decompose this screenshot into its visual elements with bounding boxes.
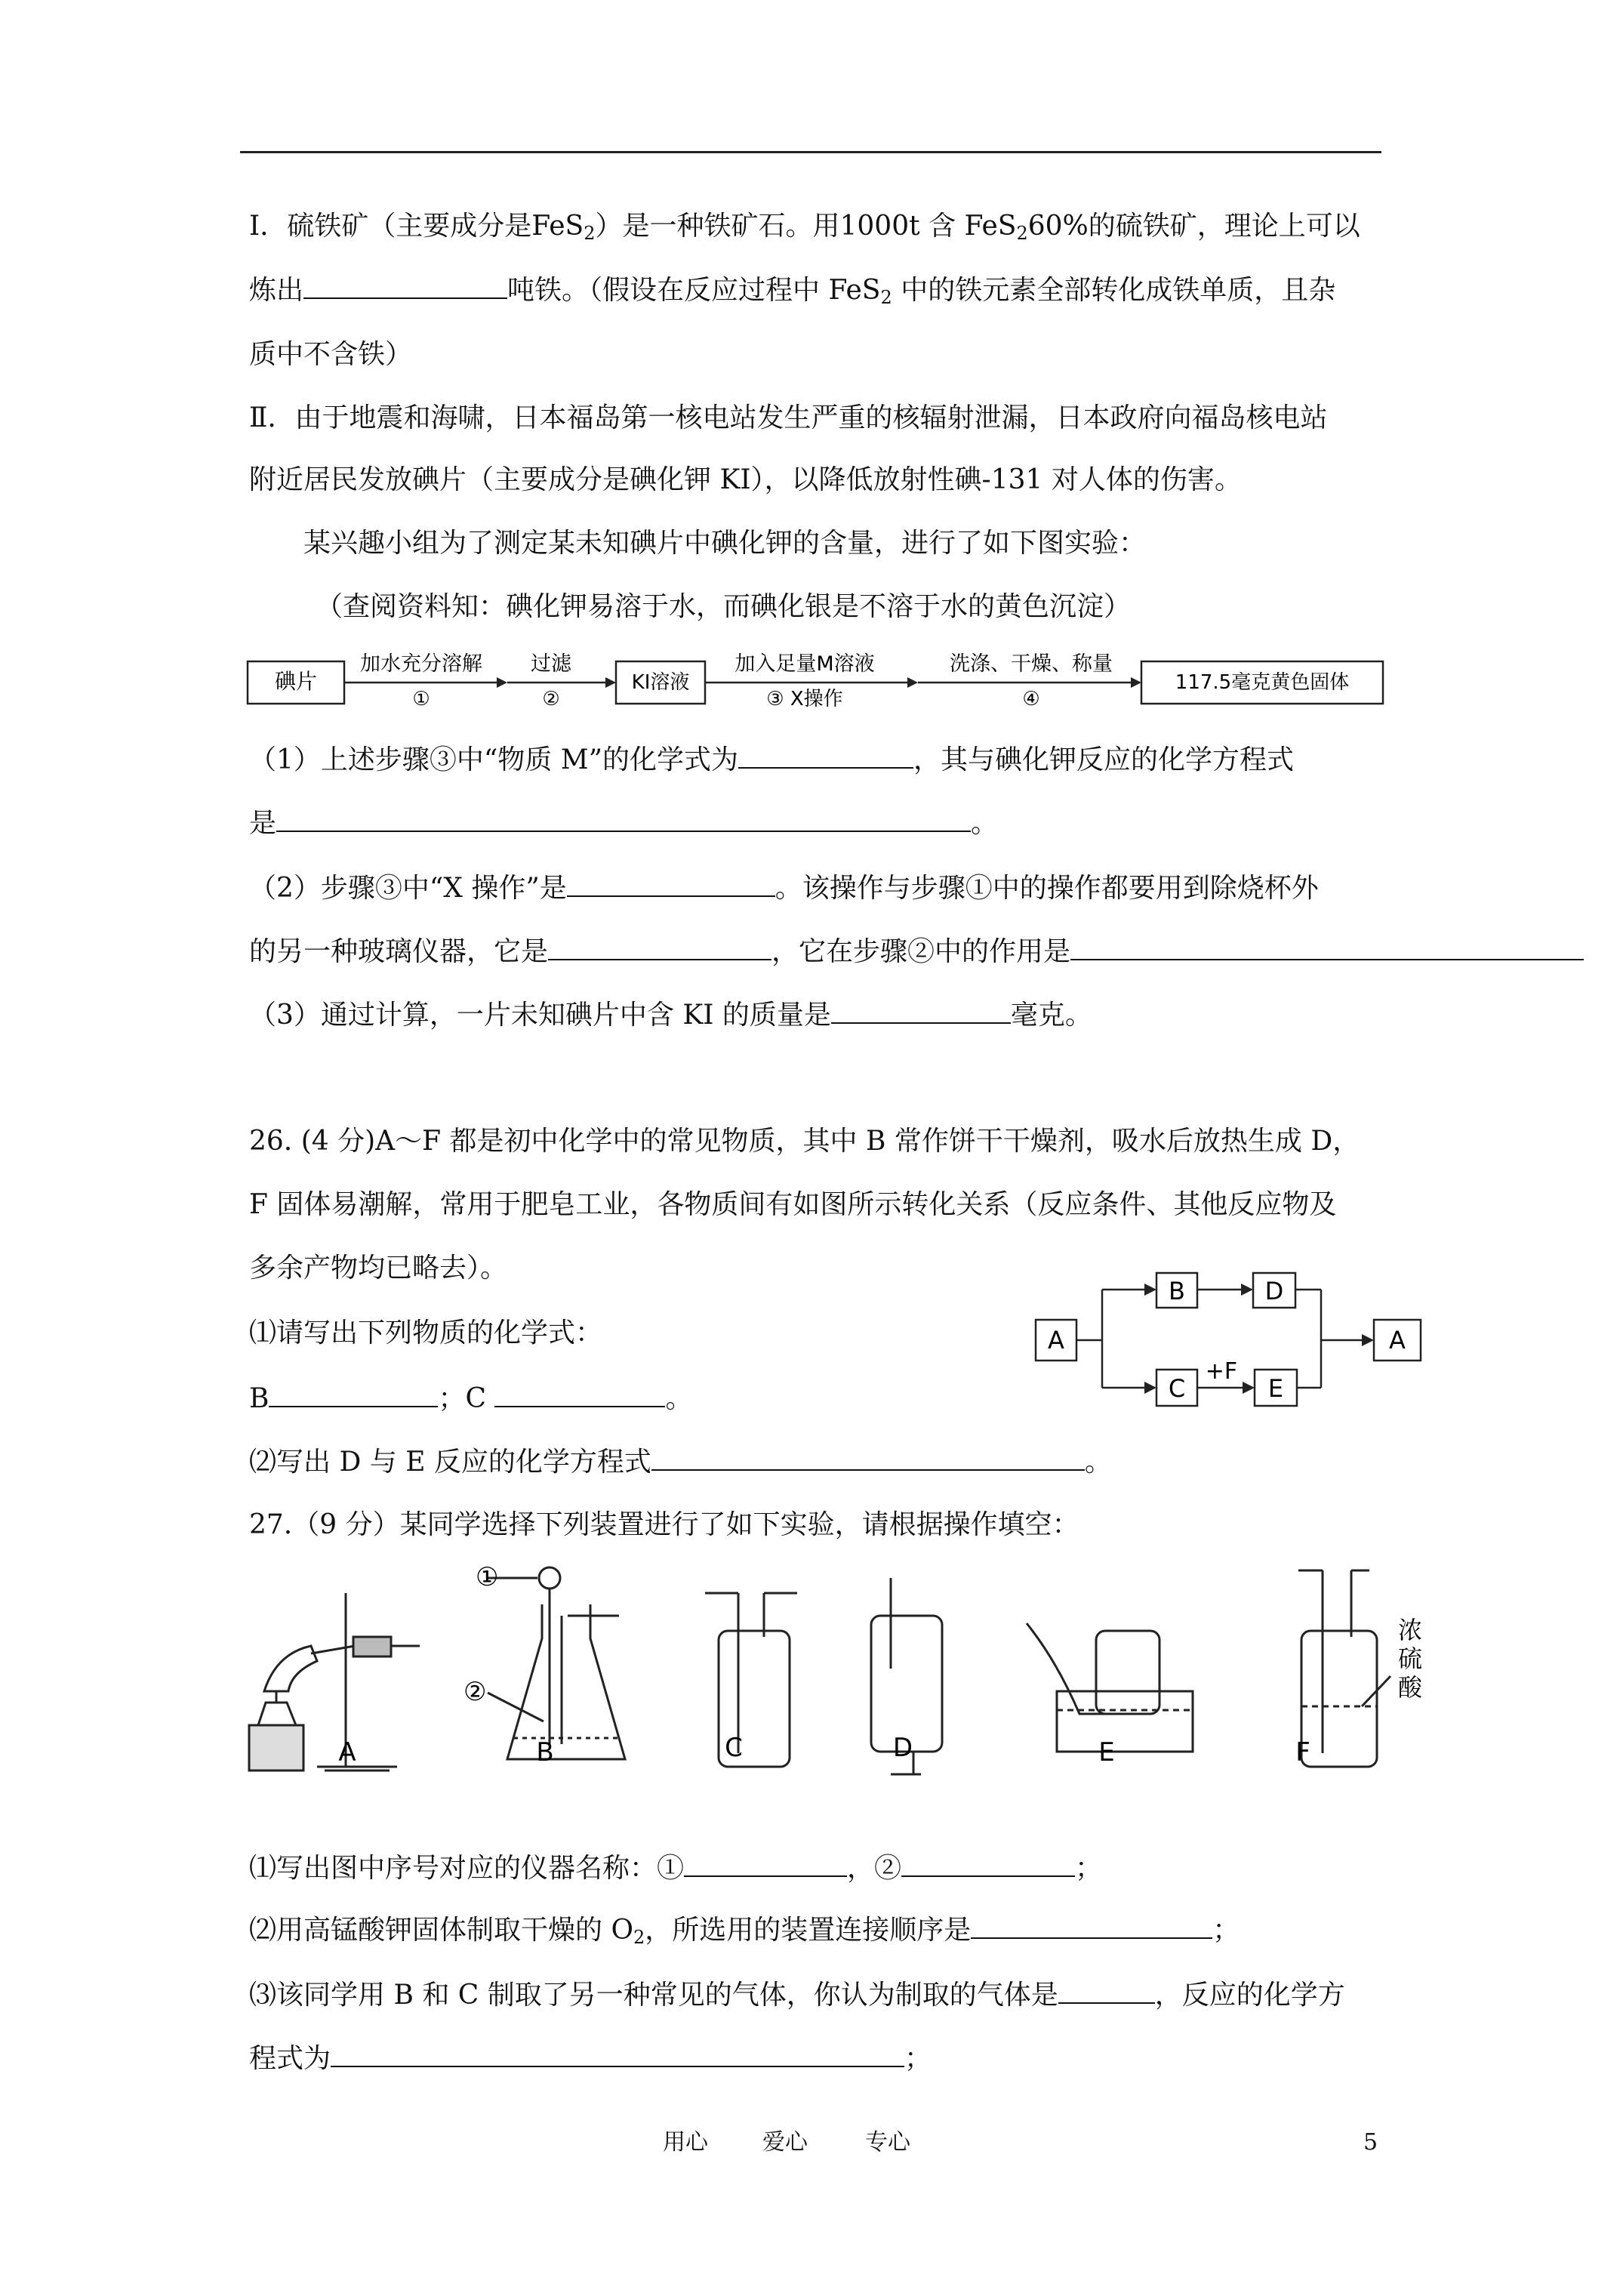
flow-step2-top: 过滤 <box>531 652 571 676</box>
q27-title: 27.（9 分）某同学选择下列装置进行了如下实验，请根据操作填空： <box>249 1509 1079 1540</box>
q27-sub2: ⑵用高锰酸钾固体制取干燥的 $O_2$，所选用的装置连接顺序是 ； <box>249 1912 1240 1955</box>
label-f: F <box>1295 1737 1310 1767</box>
node-a-left-label: A <box>1048 1326 1064 1354</box>
node-e-label: E <box>1267 1374 1284 1403</box>
label-a: A <box>338 1737 356 1767</box>
label-num1: ① <box>476 1562 499 1592</box>
instrument-role-blank[interactable] <box>1070 933 1584 960</box>
q3-line1: （3）通过计算，一片未知碘片中含 KI 的质量是 毫克。 <box>249 997 1092 1034</box>
q26-line2: F 固体易潮解，常用于肥皂工业，各物质间有如图所示转化关系（反应条件、其他反应物及 <box>249 1189 1337 1220</box>
node-a-right-label: A <box>1389 1326 1406 1354</box>
flow-arrowhead-4 <box>1131 677 1141 688</box>
label-b: B <box>536 1737 554 1767</box>
flow-step2-bot: ② <box>542 688 560 710</box>
acid-label-2: 硫 <box>1398 1644 1423 1673</box>
part1-line1: Ⅰ．硫铁矿（主要成分是FeS$_2$）是一种铁矿石。用1000t 含 FeS$_2$60%的硫铁矿，理论上可以 <box>249 211 1360 244</box>
plus-f-label: +F <box>1205 1358 1238 1385</box>
flow-arrowhead-3 <box>907 677 918 688</box>
part2-line4: （查阅资料知：碘化钾易溶于水，而碘化银是不溶于水的黄色沉淀） <box>316 591 1132 622</box>
flow-step1-top: 加水充分溶解 <box>360 652 482 676</box>
acid-label-3: 酸 <box>1398 1673 1423 1702</box>
flow-box3-text: 117.5毫克黄色固体 <box>1175 671 1350 694</box>
apparatus-labels <box>226 1729 1419 1774</box>
q26-sub1: ⑴请写出下列物质的化学式： <box>249 1318 603 1348</box>
gas-equation-blank[interactable] <box>331 2040 904 2067</box>
formula-m-blank[interactable] <box>738 741 913 769</box>
q27-sub4: 程式为 ； <box>249 2040 932 2077</box>
b-formula-blank[interactable] <box>269 1380 438 1407</box>
gas-blank[interactable] <box>1058 1977 1155 2004</box>
part2-line1: Ⅱ．由于地震和海啸，日本福岛第一核电站发生严重的核辐射泄漏，日本政府向福岛核电站 <box>249 402 1328 433</box>
glass-instrument-blank[interactable] <box>548 933 771 960</box>
instrument1-blank[interactable] <box>684 1850 847 1877</box>
footer-mid: 爱心 <box>762 2129 808 2156</box>
q26-sub2: B ；C 。 <box>249 1380 692 1417</box>
part1-line3: 质中不含铁） <box>249 339 413 370</box>
flow-step3-top: 加入足量M溶液 <box>735 652 875 676</box>
iron-mass-blank[interactable] <box>303 272 507 299</box>
flow-step1-bot: ① <box>412 688 430 710</box>
flow-step4-bot: ④ <box>1022 688 1040 710</box>
q1-line1: （1）上述步骤③中“物质 M”的化学式为 ，其与碘化钾反应的化学方程式 <box>249 741 1294 778</box>
x-operation-blank[interactable] <box>567 870 775 897</box>
device-order-blank[interactable] <box>971 1912 1212 1939</box>
q26-line1: 26. (4 分)A～F 都是初中化学中的常见物质，其中 B 常作饼干干燥剂，吸水后放热生成 D， <box>249 1126 1360 1157</box>
c-formula-blank[interactable] <box>494 1380 665 1407</box>
flow-step3-bot: ③ X操作 <box>766 688 843 710</box>
q1-line2: 是 。 <box>249 805 998 842</box>
flow-arrowhead-2 <box>605 677 616 688</box>
header-rule <box>240 151 1381 153</box>
d-e-equation-blank[interactable] <box>651 1444 1085 1471</box>
q26-sub3: ⑵写出 D 与 E 反应的化学方程式 。 <box>249 1444 1112 1481</box>
conversion-diagram <box>1027 1273 1427 1413</box>
label-num2: ② <box>463 1677 487 1707</box>
label-e: E <box>1098 1737 1115 1767</box>
page-number: 5 <box>1363 2129 1378 2156</box>
flow-arrowhead-1 <box>497 677 507 688</box>
node-b-label: B <box>1169 1277 1185 1305</box>
flow-box2-text: KI溶液 <box>631 671 690 694</box>
q27-sub3: ⑶该同学用 B 和 C 制取了另一种常见的气体，你认为制取的气体是 ，反应的化学方 <box>249 1977 1345 2014</box>
part1-line2: 炼出 吨铁。（假设在反应过程中 FeS$_2$ 中的铁元素全部转化成铁单质，且杂 <box>249 272 1335 316</box>
node-d-label: D <box>1264 1277 1284 1305</box>
flow-step4-top: 洗涤、干燥、称量 <box>950 652 1113 676</box>
acid-label-1: 浓 <box>1398 1616 1423 1644</box>
q2-line1: （2）步骤③中“X 操作”是 。该操作与步骤①中的操作都要用到除烧杯外 <box>249 870 1319 907</box>
instrument2-blank[interactable] <box>901 1850 1075 1877</box>
node-c-label: C <box>1168 1374 1186 1403</box>
q27-sub1: ⑴写出图中序号对应的仪器名称：① ，② ； <box>249 1850 1102 1887</box>
equation-blank[interactable] <box>276 805 971 832</box>
q26-line3: 多余产物均已略去）。 <box>249 1253 508 1284</box>
part2-line2: 附近居民发放碘片（主要成分是碘化钾 KI），以降低放射性碘-131 对人体的伤害。 <box>249 464 1242 495</box>
ki-mass-blank[interactable] <box>831 997 1011 1024</box>
q2-line2: 的另一种玻璃仪器，它是 ，它在步骤②中的作用是 <box>249 933 1584 970</box>
part2-line3: 某兴趣小组为了测定某未知碘片中碘化钾的含量，进行了如下图实验： <box>303 528 1147 559</box>
experiment-flow-diagram <box>246 639 1386 710</box>
footer-right: 专心 <box>865 2129 910 2156</box>
footer-left: 用心 <box>663 2129 708 2156</box>
label-c: C <box>725 1733 743 1763</box>
label-d: D <box>892 1733 913 1763</box>
flow-box1-text: 碘片 <box>274 669 318 694</box>
